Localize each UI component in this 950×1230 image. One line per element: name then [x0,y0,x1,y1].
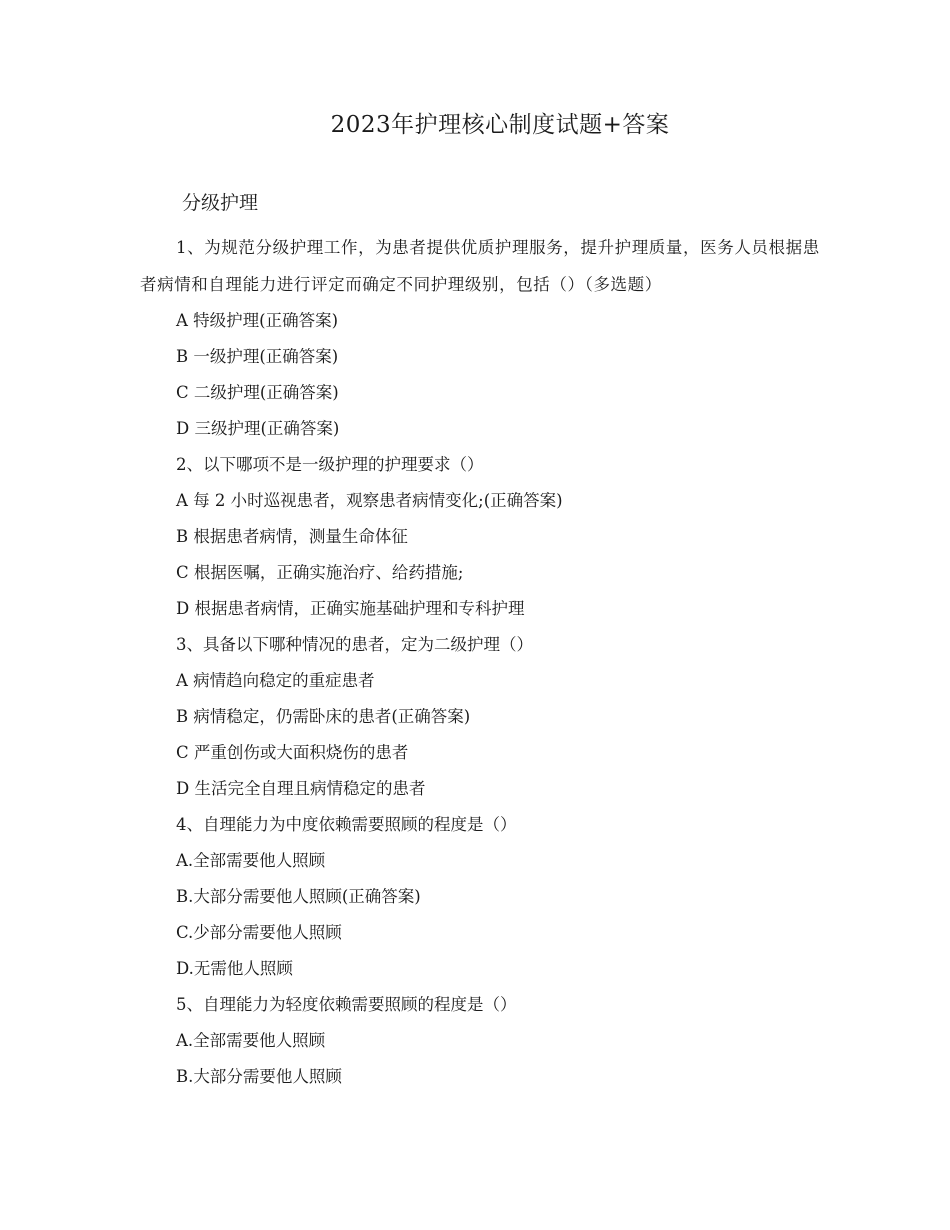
document-body [140,229,820,1095]
q3-option-b: B 病情稳定，仍需卧床的患者(正确答案) [176,707,471,726]
q4-option-b: B.大部分需要他人照顾(正确答案) [176,887,421,906]
section-heading: 分级护理 [182,192,259,214]
q2-option-c: C 根据医嘱，正确实施治疗、给药措施; [176,563,464,582]
question-5: 5、自理能力为轻度依赖需要照顾的程度是（） [176,995,517,1014]
q5-option-a: A.全部需要他人照顾 [176,1031,326,1050]
document-title: 2023年护理核心制度试题+答案 [330,112,670,138]
q1-option-d: D 三级护理(正确答案) [176,419,340,438]
q2-option-b: B 根据患者病情，测量生命体征 [176,527,408,546]
q1-option-b: B 一级护理(正确答案) [176,347,339,366]
q1-option-c: C 二级护理(正确答案) [176,383,339,402]
q3-option-a: A 病情趋向稳定的重症患者 [176,671,375,690]
question-1: 1、为规范分级护理工作，为患者提供优质护理服务，提升护理质量，医务人员根据患者病情和自理能力进行评定而确定不同护理级别，包括（）（多选题） [140,238,820,294]
question-4: 4、自理能力为中度依赖需要照顾的程度是（） [176,815,517,834]
q3-option-c: C 严重创伤或大面积烧伤的患者 [176,743,409,762]
q4-option-d: D.无需他人照顾 [176,959,293,978]
q2-option-a: A 每 2 小时巡视患者，观察患者病情变化;(正确答案) [176,491,563,510]
q5-option-b: B.大部分需要他人照顾 [176,1067,342,1086]
q4-option-a: A.全部需要他人照顾 [176,851,326,870]
q1-option-a: A 特级护理(正确答案) [176,311,339,330]
question-2: 2、以下哪项不是一级护理的护理要求（） [176,455,484,474]
q2-option-d: D 根据患者病情，正确实施基础护理和专科护理 [176,599,525,618]
question-3: 3、具备以下哪种情况的患者，定为二级护理（） [176,635,533,654]
q4-option-c: C.少部分需要他人照顾 [176,923,342,942]
q3-option-d: D 生活完全自理且病情稳定的患者 [176,779,426,798]
